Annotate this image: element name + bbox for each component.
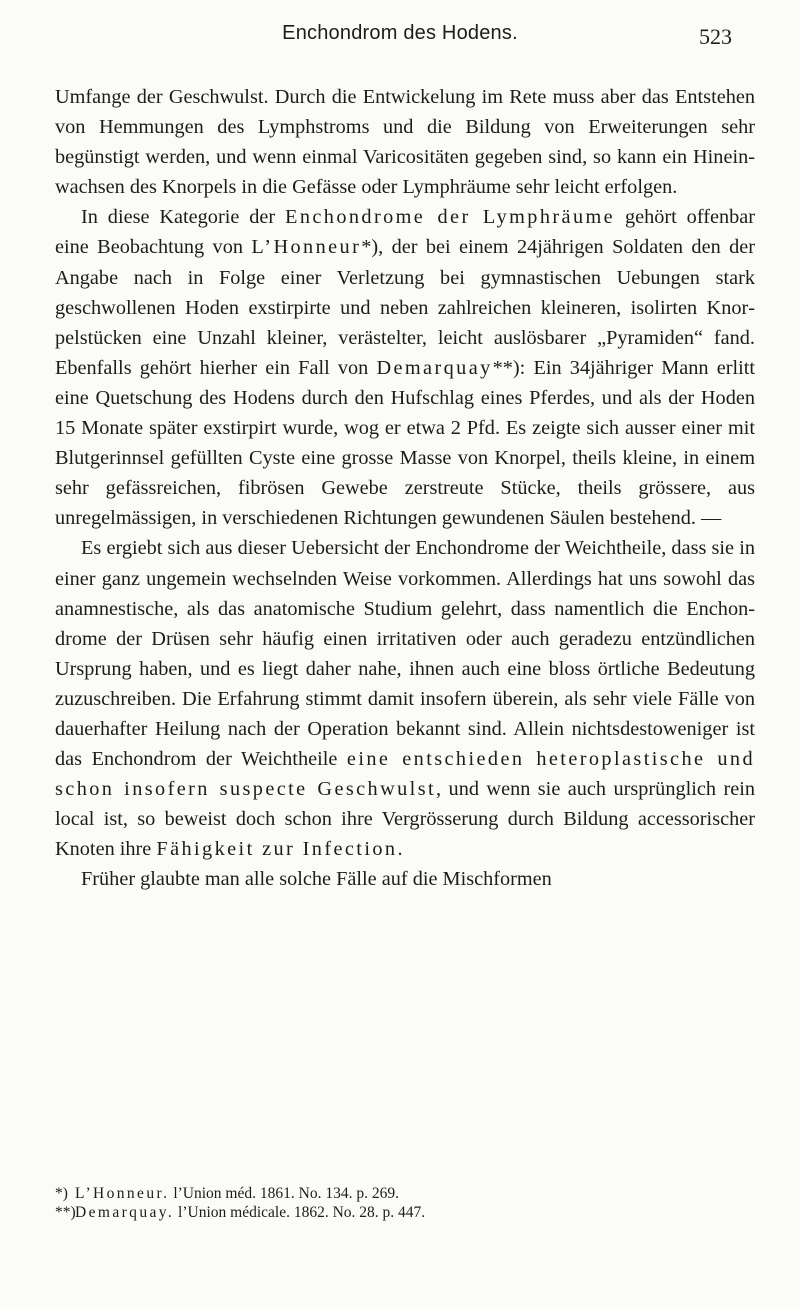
- paragraph-4: [55, 864, 755, 894]
- footnotes: [55, 1184, 755, 1222]
- footnote-1: [55, 1184, 755, 1203]
- author-name: Demarquay: [376, 356, 493, 379]
- paragraph-text: In diese Kategorie der: [81, 206, 286, 229]
- emphasized-term: Enchondrome der Lymphräume: [285, 206, 616, 229]
- page-number: 523: [699, 24, 732, 49]
- body-text: [55, 82, 755, 895]
- paragraph-text: Umfange der Geschwulst. Durch die Entwickelung im Rete muss aber das Entstehen von Hemmungen des Lymphstroms und die Bildung von Erweiterungen sehr begünstigt werden, und wenn einmal Varicositäten gegeben sind, so kann ein Hineinwachsen des Knorpels in die Gefässe oder Lymphräume sehr leicht erfolgen.: [55, 86, 755, 199]
- paragraph-text: gehört offenbar eine Beobachtung von: [55, 206, 756, 259]
- paragraph-text: , und wenn sie auch ursprünglich rein local ist, so beweist doch schon ihre Vergrösserung durch Bildung accessorischer Knoten ihre: [55, 778, 755, 861]
- author-name: L’Honneur: [251, 236, 362, 259]
- footnote-mark: *): [55, 1185, 68, 1202]
- footnote-author: L’Honneur.: [75, 1185, 170, 1202]
- footnote-citation: l’Union méd. 1861. No. 134. p. 269.: [169, 1185, 399, 1202]
- paragraph-2: [55, 202, 755, 533]
- emphasized-phrase: Fähigkeit zur Infection: [156, 838, 398, 861]
- footnote-author: Demarquay.: [75, 1204, 175, 1221]
- paragraph-3: [55, 533, 755, 864]
- footnote-citation: l’Union médicale. 1862. No. 28. p. 447.: [174, 1204, 426, 1221]
- paragraph-text: *), der bei einem 24jährigen Soldaten den der Angabe nach in Folge einer Verletzung bei gymnastischen Uebungen stark geschwollenen Hoden exstirpirte und neben zahlreichen kleineren, isolirten Knorpelstücken eine Unzahl kleiner, verästelter, leicht auslösbarer „Pyramiden“ fand. Ebenfalls gehört hierher ein Fall von: [55, 236, 755, 379]
- paragraph-text: .: [397, 838, 403, 861]
- page-header: [0, 22, 800, 52]
- emphasized-phrase: eine entschieden heteroplastische und schon insofern suspecte Geschwulst: [55, 748, 755, 801]
- footnote-2: [55, 1203, 755, 1222]
- paragraph-text: **): Ein 34jähriger Mann erlitt eine Quetschung des Hodens durch den Hufschlag eines Pferdes, und als der Hoden 15 Monate später exstirpirt wurde, wog er etwa 2 Pfd. Es zeigte sich ausser einer mit Blutgerinnsel gefüllten Cyste eine grosse Masse von Knorpel, theils kleine, in einem sehr gefässreichen, fibrösen Gewebe zerstreute Stücke, theils grössere, aus unregelmässigen, in verschiedenen Richtungen gewundenen Säulen bestehend. —: [55, 356, 755, 530]
- paragraph-1: [55, 82, 755, 202]
- paragraph-text: Früher glaubte man alle solche Fälle auf die Mischformen: [81, 868, 552, 891]
- footnote-mark: **): [55, 1204, 76, 1221]
- running-title: Enchondrom des Hodens.: [282, 22, 518, 44]
- paragraph-text: Es ergiebt sich aus dieser Uebersicht der Enchondrome der Weichtheile, dass sie in einer ganz ungemein wechselnden Weise vorkommen. Allerdings hat uns sowohl das anamnestische, als das anatomische Studium gelehrt, dass namentlich die Enchondrome der Drüsen sehr häufig einen irritativen oder auch geradezu entzündlichen Ursprung haben, und es liegt daher nahe, ihnen auch eine bloss örtliche Bedeutung zuzuschreiben. Die Erfahrung stimmt damit insofern überein, als sehr viele Fälle von dauerhafter Heilung nach der Operation bekannt sind. Allein nichtsdestoweniger ist das Enchondrom der Weichtheile: [55, 537, 755, 771]
